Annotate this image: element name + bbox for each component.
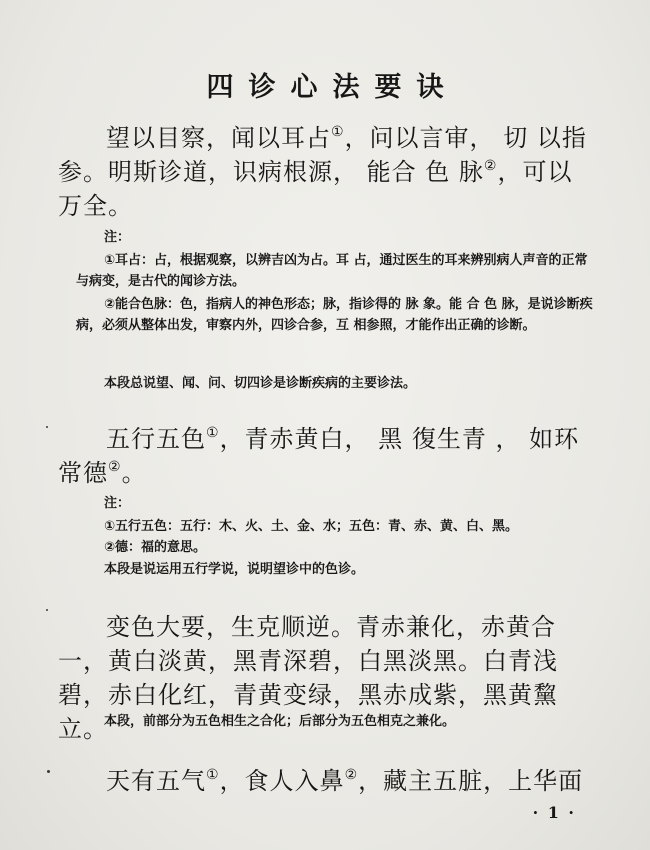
scan-speck xyxy=(46,609,48,611)
verse-1-text-c: ，可以万全。 xyxy=(58,158,573,220)
footnote-marker: ② xyxy=(108,459,122,475)
footnote-marker: ① xyxy=(206,767,220,783)
note-paragraph: ①五行五色：五行：木、火、土、金、水；五色：青、赤、黄、白、黑。 xyxy=(104,519,519,534)
verse-2-text-a: 五行五色 xyxy=(106,425,206,453)
verse-4-text-b: ，食人入鼻 xyxy=(219,767,345,795)
page-title: 四诊心法要诀 xyxy=(206,72,459,103)
verse-2-text-c: 。 xyxy=(121,459,147,487)
note-label: 注： xyxy=(104,496,131,511)
footnote-marker: ① xyxy=(331,124,345,140)
footnote-marker: ① xyxy=(206,425,220,441)
note-paragraph: ②德：福的意思。 xyxy=(104,540,207,555)
verse-paragraph-2 xyxy=(58,422,594,490)
section-summary: 本段是说运用五行学说，说明望诊中的色诊。 xyxy=(104,562,365,577)
section-summary: 本段，前部分为五色相生之合化；后部分为五色相克之兼化。 xyxy=(104,714,456,729)
section-summary: 本段总说望、闻、问、切四诊是诊断疾病的主要诊法。 xyxy=(104,376,417,391)
scan-speck xyxy=(46,426,48,428)
verse-4-text-c: ，藏主五脏，上华面 xyxy=(358,767,584,795)
verse-1-text-b: ，问以言审， 切 以指参。明斯诊道，识病根源， 能合 色 脉 xyxy=(58,124,587,186)
verse-4-text-a: 天有五气 xyxy=(106,767,206,795)
verse-paragraph-4 xyxy=(58,764,594,798)
verse-paragraph-1 xyxy=(58,121,594,223)
footnote-marker: ② xyxy=(483,158,498,174)
footnote-marker: ② xyxy=(344,767,359,783)
note-paragraph: ①耳占：占，根据观察，以辨吉凶为占。耳 占，通过医生的耳来辨别病人声音的正常与病变，是古代的闻诊方法。 xyxy=(76,253,588,289)
note-paragraph: ②能合色脉：色，指病人的神色形态；脉，指诊得的 脉 象。能 合 色 脉，是说诊断疾病，必须从整体出发，审察内外，四诊合参，互 相参照，才能作出正确的诊断。 xyxy=(76,297,593,333)
verse-2-text-b: ，青赤黄白， 黑 復生青 ， 如环常德 xyxy=(58,425,580,487)
page-number: · 1 · xyxy=(532,803,576,822)
scan-speck xyxy=(47,770,50,773)
verse-1-text-a: 望以目察，闻以耳占 xyxy=(106,124,331,152)
note-label: 注： xyxy=(104,230,131,245)
verse-3-text: 变色大要，生克顺逆。青赤兼化，赤黄合一，黄白淡黄，黑青深碧，白黑淡黑。白青浅碧，赤白化红，青黄变绿，黑赤成紫，黑黄黧立。 xyxy=(58,613,558,743)
